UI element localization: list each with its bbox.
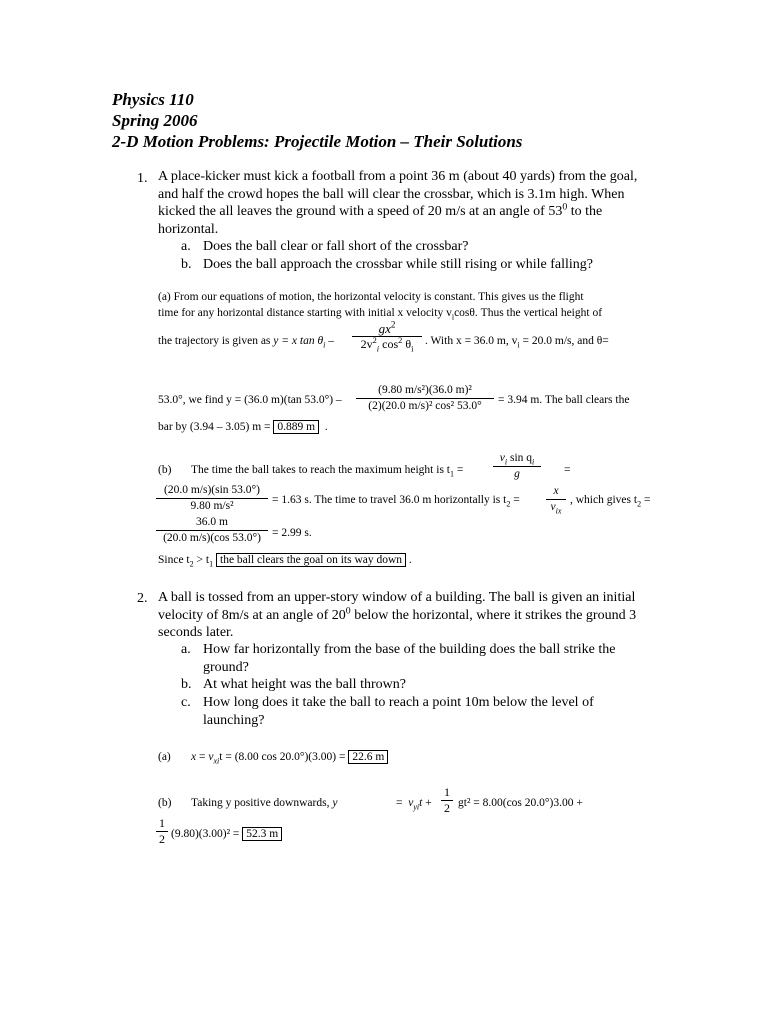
sol-1a-line2: time for any horizontal distance starting with initial x velocity $v_i\cos\theta$. Thus the vertical height of — [158, 307, 603, 322]
t2-num: x — [553, 485, 559, 497]
sol-1b-text-main: The time the ball takes to reach the maximum height is t — [191, 464, 450, 476]
sol-2b-text-main: Taking y positive downwards, — [191, 797, 330, 809]
eq2-fraction — [156, 516, 268, 545]
sol-1a-line2-text: time for any horizontal distance starting with initial x velocity v — [158, 307, 452, 319]
answer-1b: the ball clears the goal on its way down — [216, 553, 406, 567]
eq1-post: = 1.63 s. The time to travel 36.0 m horizontally is $t_2$ = — [272, 494, 520, 509]
since-line: Since $t_2 > t_1$ the ball clears the goal on its way down . — [158, 554, 412, 569]
problem-2-text — [158, 589, 658, 642]
problem-1-degree: 0 — [562, 201, 568, 213]
traj-den: 2v — [360, 337, 373, 351]
problem-2-text-end: below the horizontal, where it strikes the ground 3 seconds later. — [158, 607, 637, 640]
part-a-label: a. — [181, 239, 191, 254]
eq1-post-text: = 1.63 s. The time to travel 36.0 m horizontally is t — [272, 494, 507, 506]
problem-1-parts — [181, 238, 661, 274]
p2-part-c-label: c. — [181, 695, 191, 710]
part-b-label: b. — [181, 257, 192, 272]
p2-part-a-label: a. — [181, 642, 191, 657]
sol-2a-label: (a) — [158, 751, 171, 763]
sol-1a-line2-end: cosθ. Thus the vertical height of — [454, 307, 603, 319]
problem-2-degree: 0 — [345, 604, 351, 616]
t2-fraction: x $v_{ix}$ — [546, 485, 566, 514]
sol-2b-eq: = $v_{yi}t$ + — [396, 797, 432, 812]
sol-1a-line4: 53.0°, we find y = (36.0 m)(tan 53.0°) – — [158, 394, 342, 406]
sol-2b-eq-post: gt² = 8.00(cos 20.0°)3.00 + — [458, 797, 583, 809]
part-b-text: Does the ball approach the crossbar while still rising or while falling? — [203, 257, 593, 272]
term: Spring 2006 — [112, 111, 198, 130]
sol-1a-line3-post2: = 20.0 m/s, and θ= — [519, 335, 609, 347]
sol-1a-line3: the trajectory is given as y = x $\tan \theta_i$ – — [158, 335, 334, 350]
eq1-numerator: (20.0 m/s)(sin 53.0°) — [164, 484, 260, 496]
sol-1a-line3-post: . With x = 36.0 m, $v_i = 20.0$ m/s, and θ= — [425, 335, 609, 350]
calc-numerator: (9.80 m/s²)(36.0 m)² — [378, 384, 472, 396]
sol-1b-text: The time the ball takes to reach the maximum height is $t_1$ = — [191, 464, 464, 479]
since-mid: > t — [193, 554, 210, 566]
t1-num: v — [499, 452, 505, 464]
sol-1b-label: (b) — [158, 464, 172, 476]
half-fraction-2: 1 2 — [156, 817, 168, 846]
part-a-text: Does the ball clear or fall short of the crossbar? — [203, 239, 469, 254]
calc-denominator: (2)(20.0 m/s)² cos² 53.0° — [368, 400, 482, 412]
t1-num-end: sin q — [507, 452, 533, 464]
answer-2b: 52.3 m — [242, 827, 282, 841]
p2-part-b-label: b. — [181, 677, 192, 692]
sol-2b-line2 — [171, 827, 282, 841]
sol-1a-line5-pre: bar by (3.94 – 3.05) m = — [158, 421, 271, 433]
eq1-post2: , which gives $t_2$ = — [570, 494, 651, 509]
sol-1a-line1: (a) From our equations of motion, the horizontal velocity is constant. This gives us the flight — [158, 291, 584, 303]
trajectory-fraction: $gx^2$ $2v^2_i$ $\cos^2 \theta_i$ — [352, 322, 422, 351]
sol-2a-eq-text: t = (8.00 cos 20.0°)(3.00) = — [219, 751, 346, 763]
calc-fraction — [356, 384, 494, 413]
problem-1-text — [158, 168, 658, 238]
problem-2-number: 2. — [137, 591, 148, 606]
p2-part-a-text: How far horizontally from the base of the building does the ball strike the ground? — [203, 642, 616, 675]
equals-sign: = — [564, 464, 571, 476]
sol-2a-eq: $x = v_{xi}t = (8.00$ cos 20.0°)(3.00) = 22.6 m — [191, 750, 388, 764]
since-pre: Since t — [158, 554, 190, 566]
sol-1a-line3-post-text: . With x = 36.0 m, v — [425, 335, 518, 347]
page-title: 2-D Motion Problems: Projectile Motion – Their Solutions — [112, 132, 523, 151]
problem-2-parts — [181, 641, 661, 731]
sol-1a-line4-post: = 3.94 m. The ball clears the — [498, 394, 630, 406]
eq1-post2-text: , which gives t — [570, 494, 638, 506]
eq1-fraction — [156, 484, 268, 513]
problem-1-text-end: to the horizontal. — [158, 204, 603, 237]
problem-2-text-main: A ball is tossed from an upper-story window of a building. The ball is given an initial velocity of 8m/s at an angle of 20 — [158, 590, 636, 623]
eq2-numerator: 36.0 m — [196, 516, 228, 528]
p2-part-c-text: How long does it take the ball to reach a point 10m below the level of launching? — [203, 695, 594, 728]
sol-2b-label: (b) — [158, 797, 172, 809]
sol-2b-text: Taking y positive downwards, y — [191, 797, 338, 809]
trajectory-formula: y = x tan θ — [273, 335, 324, 347]
t1-den: g — [514, 468, 520, 480]
half-fraction-1: 1 2 — [441, 786, 453, 815]
p2-part-b-text: At what height was the ball thrown? — [203, 677, 406, 692]
problem-1-text-main: A place-kicker must kick a football from a point 36 m (about 40 yards) from the goal, and half the crowd hopes the ball will clear the crossbar, which is 3.1m high. When kicked the all leaves the ground with a speed of 20 m/s at an angle of 53 — [158, 169, 638, 219]
t1-fraction: $v_i$ $\sin q_i$ g — [493, 452, 541, 481]
answer-2a: 22.6 m — [348, 750, 388, 764]
sol-2b-line2-text: (9.80)(3.00)² = — [171, 828, 240, 840]
eq2-denominator: (20.0 m/s)(cos 53.0°) — [163, 532, 261, 544]
sol-1a-line3-pre: the trajectory is given as — [158, 335, 274, 347]
sol-1a-line5: bar by (3.94 – 3.05) m = 0.889 m . — [158, 421, 328, 433]
eq1-denominator: 9.80 m/s² — [190, 500, 234, 512]
t2-den: v — [550, 501, 556, 513]
traj-den-cos: cos — [382, 337, 399, 351]
eq2-post: = 2.99 s. — [272, 527, 312, 539]
answer-1a: 0.889 m — [273, 420, 319, 434]
problem-1-number: 1. — [137, 171, 148, 186]
course-title: Physics 110 — [112, 90, 194, 109]
